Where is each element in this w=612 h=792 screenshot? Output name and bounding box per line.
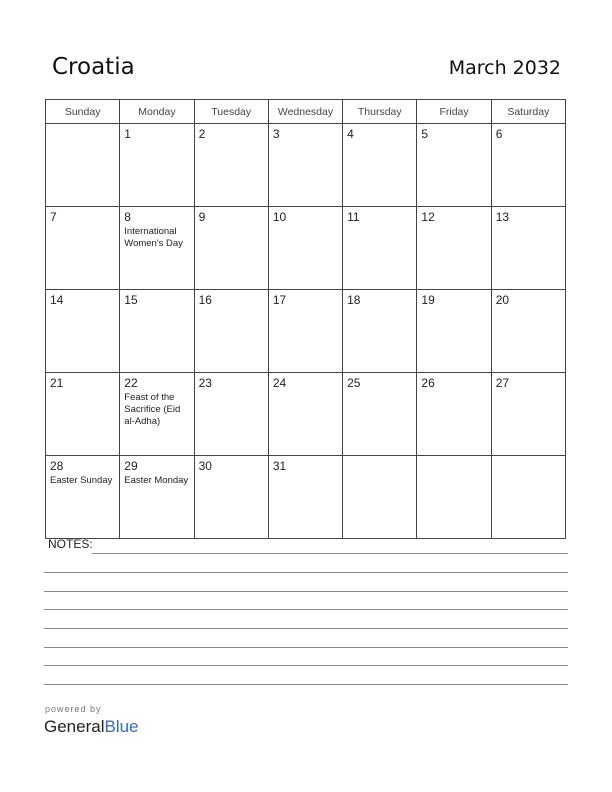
weekday-saturday: Saturday — [491, 100, 565, 124]
weekday-monday: Monday — [120, 100, 194, 124]
day-number: 19 — [421, 293, 435, 307]
day-number: 12 — [421, 210, 435, 224]
day-cell — [120, 207, 194, 290]
day-cell — [491, 456, 565, 539]
month-year-title: March 2032 — [448, 57, 561, 79]
day-number: 10 — [272, 210, 287, 224]
day-cell — [417, 373, 491, 456]
day-cell — [46, 207, 120, 290]
day-cell — [194, 124, 268, 207]
day-number: 13 — [495, 210, 510, 224]
day-number: 15 — [124, 293, 138, 307]
weekday-wednesday: Wednesday — [268, 100, 342, 124]
weekday-header-row — [46, 100, 566, 124]
day-cell — [120, 456, 194, 539]
week-row — [46, 290, 566, 373]
day-number: 28 — [50, 459, 64, 473]
day-number: 1 — [124, 127, 131, 141]
day-cell — [268, 290, 342, 373]
generalblue-logo — [44, 717, 139, 737]
note-line — [44, 684, 568, 685]
day-cell — [343, 124, 417, 207]
note-line — [44, 591, 568, 592]
day-number: 24 — [272, 376, 287, 390]
day-number: 9 — [198, 210, 206, 224]
note-line — [44, 609, 568, 610]
day-cell — [491, 290, 565, 373]
note-line — [44, 665, 568, 666]
day-cell — [417, 456, 491, 539]
day-number: 29 — [124, 459, 138, 473]
day-cell — [194, 290, 268, 373]
holiday-label: International Women's Day — [124, 226, 183, 249]
weekday-friday: Friday — [417, 100, 491, 124]
day-number: 14 — [50, 293, 64, 307]
day-cell — [194, 207, 268, 290]
note-line — [44, 647, 568, 648]
day-number: 23 — [198, 376, 212, 390]
week-row — [46, 124, 566, 207]
day-cell — [417, 207, 491, 290]
day-number: 22 — [124, 376, 138, 390]
day-cell — [491, 124, 565, 207]
day-cell — [491, 207, 565, 290]
day-number: 3 — [272, 127, 280, 141]
powered-by-text: powered by — [45, 704, 102, 714]
week-row — [46, 207, 566, 290]
brand-general: General — [44, 717, 105, 736]
day-cell — [343, 290, 417, 373]
day-cell — [46, 456, 120, 539]
day-number: 16 — [198, 293, 212, 307]
day-number: 17 — [272, 293, 287, 307]
day-number: 31 — [272, 459, 287, 473]
day-cell — [268, 373, 342, 456]
day-cell — [491, 373, 565, 456]
day-cell — [120, 124, 194, 207]
day-number: 18 — [347, 293, 361, 307]
day-number: 27 — [495, 376, 510, 390]
day-cell — [120, 373, 194, 456]
weekday-tuesday: Tuesday — [194, 100, 268, 124]
day-number: 5 — [421, 127, 429, 141]
day-cell — [120, 290, 194, 373]
day-cell — [343, 456, 417, 539]
week-row — [46, 456, 566, 539]
day-cell — [343, 373, 417, 456]
country-title: Croatia — [52, 54, 135, 80]
day-cell — [194, 456, 268, 539]
brand-blue: Blue — [104, 717, 139, 736]
day-cell — [268, 124, 342, 207]
week-row — [46, 373, 566, 456]
day-number: 7 — [50, 210, 57, 224]
day-cell — [194, 373, 268, 456]
day-number: 2 — [198, 127, 206, 141]
note-line — [44, 628, 568, 629]
day-number: 4 — [347, 127, 354, 141]
weekday-sunday: Sunday — [46, 100, 120, 124]
day-cell — [417, 290, 491, 373]
day-cell — [343, 207, 417, 290]
day-number: 25 — [347, 376, 361, 390]
day-number: 21 — [50, 376, 64, 390]
holiday-label: Easter Sunday — [50, 475, 113, 486]
day-cell — [46, 373, 120, 456]
day-number: 6 — [495, 127, 503, 141]
note-line — [92, 553, 568, 554]
calendar-grid — [45, 99, 566, 539]
note-line — [44, 572, 568, 573]
day-cell — [46, 124, 120, 207]
day-number: 30 — [198, 459, 212, 473]
day-number: 26 — [421, 376, 435, 390]
weekday-thursday: Thursday — [343, 100, 417, 124]
day-cell — [268, 207, 342, 290]
day-cell — [268, 456, 342, 539]
day-cell — [417, 124, 491, 207]
day-cell — [46, 290, 120, 373]
day-number: 11 — [347, 210, 360, 224]
holiday-label: Feast of the Sacrifice (Eid al-Adha) — [124, 392, 181, 427]
day-number: 8 — [124, 210, 131, 224]
notes-label: NOTES: — [48, 537, 93, 551]
holiday-label: Easter Monday — [124, 475, 189, 486]
day-number: 20 — [495, 293, 510, 307]
